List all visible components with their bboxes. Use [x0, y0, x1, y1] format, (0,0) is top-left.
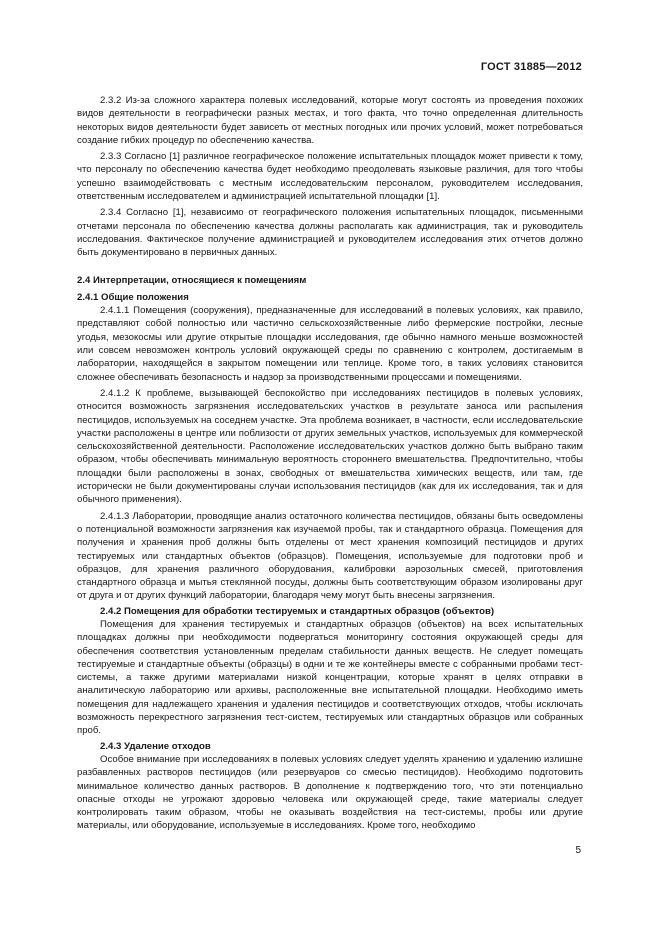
paragraph-2-4-1-3: 2.4.1.3 Лаборатории, проводящие анализ остаточного количества пестицидов, обязаны быть осведомлены о потенциальной возможности загрязнения как изучаемой пробы, так и стандартного образца. Помещения для получения и хранения проб должны быть отделены от мест хранения композиций пестицидов и других тестируемых или стандартных объектов (образцов). Помещения, используемые для подготовки проб и образцов, для хранения различного оборудования, калибровки аэрозольных смесей, приготовления стандартного образца и мытья стеклянной посуды, должны быть соответствующим образом изолированы друг от друга и от других функций лаборатории, благодаря чему могут быть внесены загрязнения. — [77, 510, 583, 602]
paragraph-2-4-1-1: 2.4.1.1 Помещения (сооружения), предназначенные для исследований в полевых условиях, как правило, представляют собой полностью или частично сельскохозяйственные либо фермерские постройки, лесные угодья, мезокосмы или другие открытые площадки исследования, где обычно намного меньше возможностей или совсем невозможен контроль условий окружающей среды по сравнению с контролем, достигаемым в лаборатории, находящейся в закрытом помещении или теплице. Кроме того, в таких условиях становится сложнее обеспечивать безопасность и надзор за производственными процессами и помещениями. — [77, 305, 583, 383]
document-header-standard: ГОСТ 31885—2012 — [480, 61, 582, 73]
section-heading-2-4-3: 2.4.3 Удаление отходов — [100, 740, 211, 752]
document-body — [77, 94, 583, 833]
section-heading-2-4: 2.4 Интерпретации, относящиеся к помещениям — [77, 274, 307, 286]
paragraph-2-4-3: Особое внимание при исследованиях в полевых условиях следует уделять хранению и удалению излишне разбавленных растворов пестицидов (или резервуаров со смесью пестицидов). Необходимо подготовить минимальное количество данных растворов. В дополнение к подтверждению того, что эти потенциально опасные отходы не угрожают здоровью человека или окружающей среде, такие материалы следует контролировать таким образом, чтобы не оказывать воздействия на тест-системы, пробы или другие материалы, или оборудование, используемые в исследованиях. Кроме того, необходимо — [77, 753, 583, 832]
section-heading-2-4-1: 2.4.1 Общие положения — [77, 291, 189, 303]
paragraph-2-4-1-2: 2.4.1.2 К проблеме, вызывающей беспокойство при исследованиях пестицидов в полевых условиях, относится возможность загрязнения исследовательских участков в результате заноса или распыления пестицидов, используемых на соседнем участке. Эта проблема возникает, в частности, если исследовательские участки расположены в центре или поблизости от других земельных участков, используемых для коммерческой сельскохозяйственной деятельности. Расположение исследовательских участков должно быть выбрано таким образом, чтобы обеспечивать минимальную вероятность стороннего вмешательства. Предпочтительно, чтобы площадки были расположены в зонах, свободных от вмешательства химических веществ, или там, где исторически не были документированы случаи использования пестицидов (как для их исследования, так и для обычного применения). — [77, 387, 583, 506]
paragraph-2-4-2: Помещения для хранения тестируемых и стандартных образцов (объектов) на всех испытательных площадках должны при необходимости подвергаться мониторингу состояния окружающей среды для обеспечения соответствия установленным пределам стабильности данных веществ. Не следует помещать тестируемые и стандартные объекты (образцы) в одни и те же контейнеры вместе с собранными пробами тест-системы, а также другими материалами низкой концентрации, которые хранят в целях отправки в аналитическую лабораторию или архивы, расположенные вне испытательной площадки. Необходимо иметь помещения для надлежащего хранения и удаления пестицидов и соответствующих отходов, чтобы исключать возможность перекрестного загрязнения тест-систем, тестируемых или стандартных образцов или собранных проб. — [77, 618, 583, 737]
paragraph-2-3-4: 2.3.4 Согласно [1], независимо от географического положения испытательных площадок, письменными отчетами персонала по обеспечению качества должны располагать как администрация, так и руководитель исследования. Фактическое получение администрацией и руководителем исследования этих отчетов должно быть документировано в первичных данных. — [77, 207, 583, 259]
paragraph-2-3-2: 2.3.2 Из-за сложного характера полевых исследований, которые могут состоять из проведения похожих видов деятельности в географически разных местах, и того факта, что точно определенная длительность некоторых видов деятельности будет зависеть от местных погодных или прочих условий, может потребоваться создание гибких процедур по обеспечению качества. — [77, 95, 583, 146]
page-number: 5 — [575, 845, 581, 856]
paragraph-2-3-3: 2.3.3 Согласно [1] различное географическое положение испытательных площадок может привести к тому, что персоналу по обеспечению качества будет необходимо преодолевать языковые различия, для того чтобы успешно взаимодействовать с местным исследовательским персоналом, руководителем исследования, ответственным исследователем и администрацией испытательной площадки [1]. — [77, 151, 583, 203]
section-heading-2-4-2: 2.4.2 Помещения для обработки тестируемых и стандартных образцов (объектов) — [100, 605, 495, 617]
